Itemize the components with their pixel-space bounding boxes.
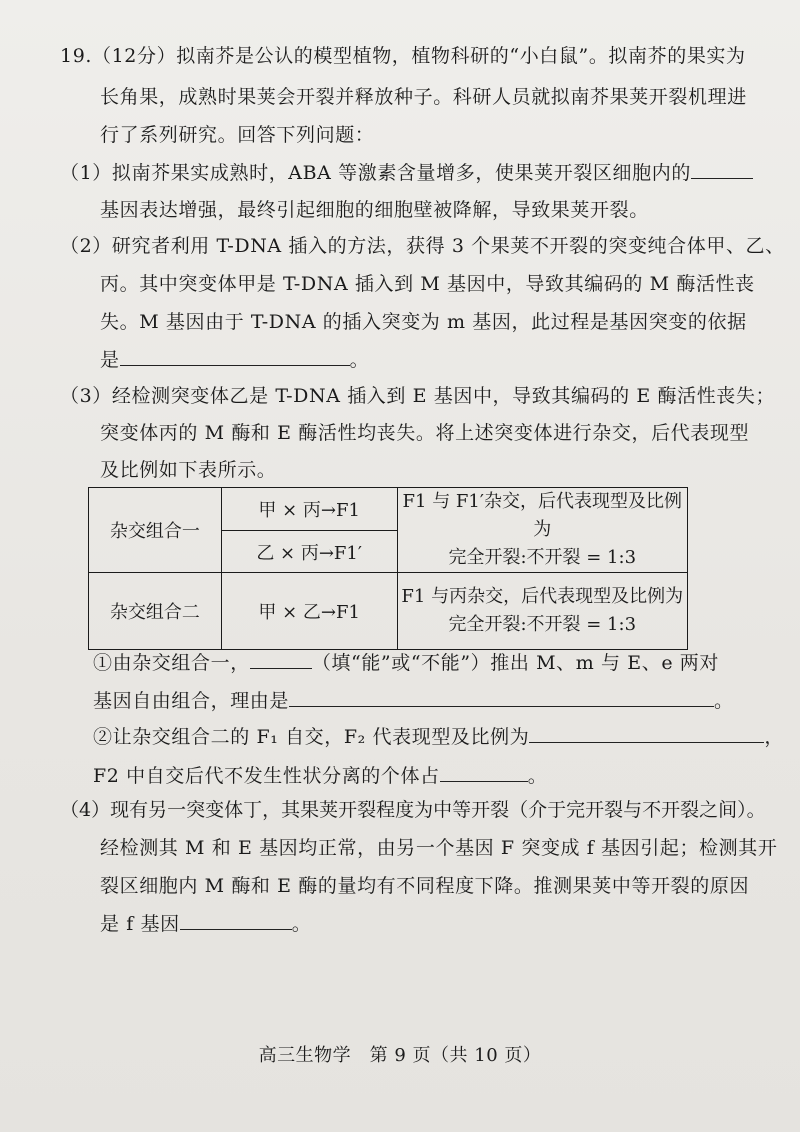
answer-blank-5[interactable] bbox=[529, 724, 764, 743]
sub-2-comma: ， bbox=[764, 726, 784, 748]
part-3-line-1: （3）经检测突变体乙是 T-DNA 插入到 E 基因中，导致其编码的 E 酶活性丧失； bbox=[60, 385, 776, 407]
part-2-period: 。 bbox=[349, 349, 370, 371]
page-footer: 高三生物学 第 9 页（共 10 页） bbox=[258, 1045, 542, 1066]
answer-blank-1[interactable] bbox=[691, 160, 753, 179]
sub-1-text-a: ①由杂交组合一， bbox=[93, 652, 250, 674]
part-2-text-shi: 是 bbox=[100, 349, 120, 371]
table-cell-group-2-result bbox=[397, 573, 688, 650]
answer-blank-2[interactable] bbox=[120, 347, 350, 366]
group-2-result-line-1: F1 与丙杂交，后代表现型及比例为 bbox=[401, 586, 684, 607]
group-2-result-line-2: 完全开裂:不开裂 = 1:3 bbox=[448, 614, 637, 635]
part-1-line-1 bbox=[60, 160, 753, 185]
question-intro-line-2: 长角果，成熟时果荚会开裂并释放种子。科研人员就拟南芥果荚开裂机理进 bbox=[100, 86, 747, 108]
group-1-result-line-2: 完全开裂:不开裂 = 1:3 bbox=[448, 547, 637, 568]
part-1-line-2: 基因表达增强，最终引起细胞的细胞壁被降解，导致果荚开裂。 bbox=[100, 199, 649, 221]
sub-1-line-1 bbox=[93, 650, 719, 675]
part-4-line-4 bbox=[100, 911, 311, 936]
answer-blank-4[interactable] bbox=[289, 688, 714, 707]
table-cell-group-1-label: 杂交组合一 bbox=[89, 488, 222, 573]
part-4-line-2: 经检测其 M 和 E 基因均正常，由另一个基因 F 突变成 f 基因引起；检测其开 bbox=[100, 837, 778, 859]
sub-2-text-b: F2 中自交后代不发生性状分离的个体占 bbox=[93, 765, 440, 787]
answer-blank-7[interactable] bbox=[180, 911, 292, 930]
group-1-result-line-1: F1 与 F1′杂交，后代表现型及比例为 bbox=[402, 491, 682, 540]
cross-results-table bbox=[88, 487, 688, 650]
part-4-line-1: （4）现有另一突变体丁，其果荚开裂程度为中等开裂（介于完开裂与不开裂之间）。 bbox=[60, 799, 766, 821]
sub-1-text-c: 基因自由组合，理由是 bbox=[93, 690, 290, 712]
part-3-line-3: 及比例如下表所示。 bbox=[100, 459, 277, 481]
part-2-line-3: 失。M 基因由于 T-DNA 的插入突变为 m 基因，此过程是基因突变的依据 bbox=[100, 311, 747, 333]
part-4-period: 。 bbox=[291, 913, 312, 935]
sub-2-text-a: ②让杂交组合二的 F₁ 自交，F₂ 代表现型及比例为 bbox=[93, 726, 530, 748]
table-cell-group-1-cross-b: 乙 × 丙→F1′ bbox=[221, 531, 397, 573]
table-cell-group-1-cross-a: 甲 × 丙→F1 bbox=[221, 488, 397, 531]
part-2-line-2: 丙。其中突变体甲是 T-DNA 插入到 M 基因中，导致其编码的 M 酶活性丧 bbox=[100, 273, 755, 295]
part-4-text-f: 是 f 基因 bbox=[100, 913, 180, 935]
part-2-line-4 bbox=[100, 347, 369, 372]
sub-1-text-b: （填“能”或“不能”）推出 M、m 与 E、e 两对 bbox=[311, 652, 720, 674]
answer-blank-6[interactable] bbox=[440, 763, 528, 782]
question-intro-line-3: 行了系列研究。回答下列问题： bbox=[100, 124, 375, 146]
sub-1-period: 。 bbox=[714, 690, 734, 712]
part-1-text-a: （1）拟南芥果实成熟时，ABA 等激素含量增多，使果荚开裂区细胞内的 bbox=[60, 162, 691, 184]
part-4-line-3: 裂区细胞内 M 酶和 E 酶的量均有不同程度下降。推测果荚中等开裂的原因 bbox=[100, 875, 750, 897]
answer-blank-3[interactable] bbox=[250, 650, 312, 669]
table-cell-group-1-result bbox=[397, 488, 688, 573]
part-3-line-2: 突变体丙的 M 酶和 E 酶活性均丧失。将上述突变体进行杂交，后代表现型 bbox=[100, 422, 750, 444]
table-cell-group-2-label: 杂交组合二 bbox=[89, 573, 222, 650]
sub-2-period: 。 bbox=[527, 765, 548, 787]
sub-1-line-2 bbox=[93, 688, 734, 713]
table-cell-group-2-cross: 甲 × 乙→F1 bbox=[221, 573, 397, 650]
sub-2-line-2 bbox=[93, 763, 547, 788]
part-2-line-1: （2）研究者利用 T-DNA 插入的方法，获得 3 个果荚不开裂的突变纯合体甲、乙、 bbox=[60, 235, 785, 257]
question-intro-line-1: 19.（12分）拟南芥是公认的模型植物，植物科研的“小白鼠”。拟南芥的果实为 bbox=[60, 45, 746, 67]
sub-2-line-1 bbox=[93, 724, 784, 749]
